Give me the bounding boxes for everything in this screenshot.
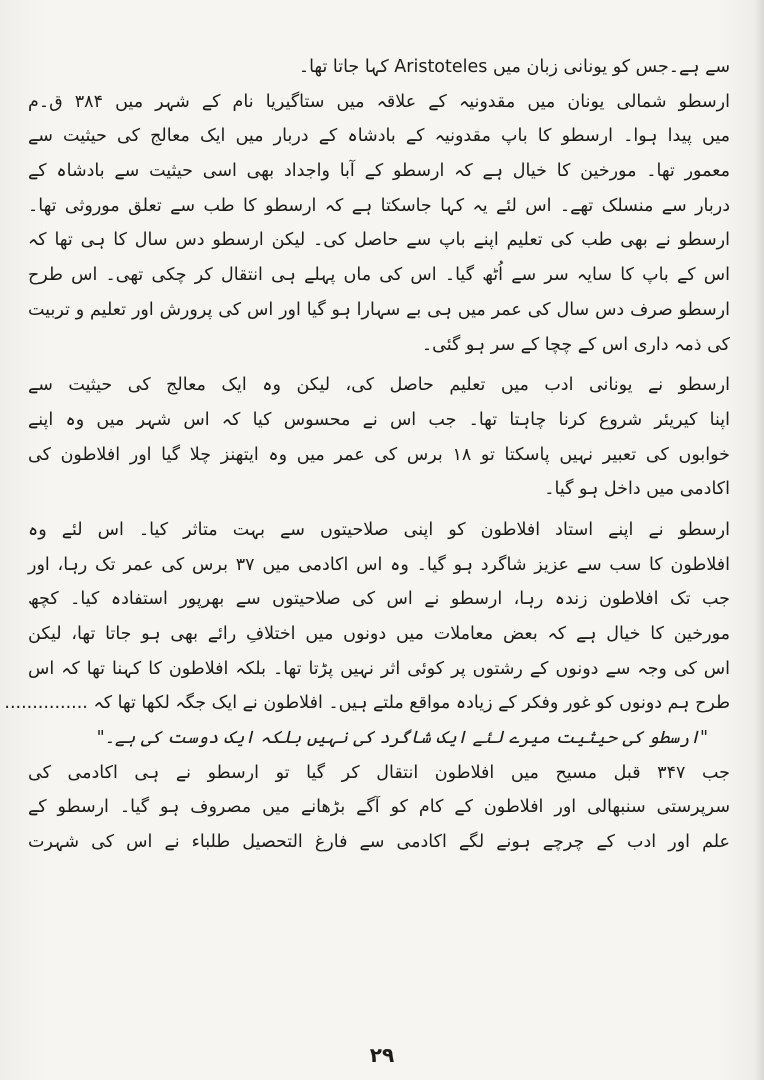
text-line [4,686,730,721]
text-line: افلاطون کا سب سے عزیز شاگرد ہو گیا۔ وہ اس اکادمی میں ۳۷ برس کی عمر تک رہا، اور [28,554,730,575]
text-line: ارسطو نے بھی طب کی تعلیم اپنے باپ سے حاصل کی۔ لیکن ارسطو دس سال کا ہی تھا کہ [28,230,730,251]
text-line: ارسطو صرف دس سال کی عمر میں ہی بے سہارا ہو گیا اور اس کی پرورش اور تعلیم و تربیت [28,299,730,320]
dotted-leader: ............... [4,693,88,714]
text-line: ارسطو نے یونانی ادب میں تعلیم حاصل کی، لیکن وہ ایک معالج کی حیثیت سے [28,375,730,396]
text-line: جب تک افلاطون زندہ رہا، ارسطو نے اس کی صلاحیتوں سے بھرپور استفادہ کیا۔ کچھ [28,589,730,610]
page-edge-shadow [754,0,764,1080]
text-line-content: طرح ہم دونوں کو غور وفکر کے زیادہ مواقع ملتے ہیں۔ افلاطون نے ایک جگہ لکھا تھا کہ [93,693,730,714]
text-line: میں پیدا ہوا۔ ارسطو کا باپ مقدونیہ کے بادشاہ کے دربار میں ایک معالج کی حیثیت سے [28,126,730,147]
urdu-text-body [4,50,730,860]
text-line: معمور تھا۔ مورخین کا خیال ہے کہ ارسطو کے آبا واجداد بھی اسی حیثیت سے بادشاہ کے [28,161,730,182]
text-line: اپنا کیریئر شروع کرنا چاہتا تھا۔ جب اس نے محسوس کیا کہ اس شہر میں وہ اپنے [28,409,730,430]
text-line: جب ۳۴۷ قبل مسیح میں افلاطون انتقال کر گیا تو ارسطو نے ہی اکادمی کی [28,762,730,783]
text-line: خوابوں کی تعبیر نہیں پاسکتا تو ۱۸ برس کی عمر میں وہ ایتھنز چلا گیا اور افلاطون کی [28,444,730,465]
text-line: علم اور ادب کے چرچے ہونے لگے اکادمی سے فارغ التحصیل طلباء نے اس کی شہرت [28,832,730,853]
text-line: اس کے باپ کا سایہ سر سے اُٹھ گیا۔ اس کی ماں پہلے ہی انتقال کر چکی تھی۔ اس طرح [28,265,730,286]
text-line: سرپرستی سنبھالی اور افلاطون کے کام کو آگے بڑھانے میں مصروف ہو گیا۔ ارسطو کے [28,797,730,818]
text-line: اس کی وجہ سے دونوں کے رشتوں پر کوئی اثر نہیں پڑتا تھا۔ بلکہ افلاطون کا کہنا تھا کہ اس [28,658,730,679]
quotation-line: "ارسطو کی حیثیت میرے لئے ایک شاگرد کی نہیں بلکہ ایک دوست کی ہے۔" [96,728,708,749]
text-line: مورخین کا خیال ہے کہ بعض معاملات میں دونوں میں اختلافِ رائے بھی ہو جاتا تھا، لیکن [28,624,730,644]
text-line: کی ذمہ داری اس کے چچا کے سر ہو گئی۔ [421,334,730,355]
page-number: ۲۹ [369,1043,395,1067]
text-line: ارسطو نے اپنے استاد افلاطون کو اپنی صلاحیتوں سے بہت متاثر کیا۔ اس لئے وہ [28,519,730,540]
text-line: اکادمی میں داخل ہو گیا۔ [544,479,730,500]
text-line: ارسطو شمالی یونان میں مقدونیہ کے علاقہ میں ستاگیریا نام کے شہر میں ۳۸۴ ق۔م [28,91,730,112]
text-line: سے ہے۔جس کو یونانی زبان میں Aristoteles کہا جاتا تھا۔ [298,57,730,77]
text-line: دربار سے منسلک تھے۔ اس لئے یہ کہا جاسکتا ہے کہ ارسطو کا طب سے تعلق موروثی تھا۔ [28,195,730,216]
